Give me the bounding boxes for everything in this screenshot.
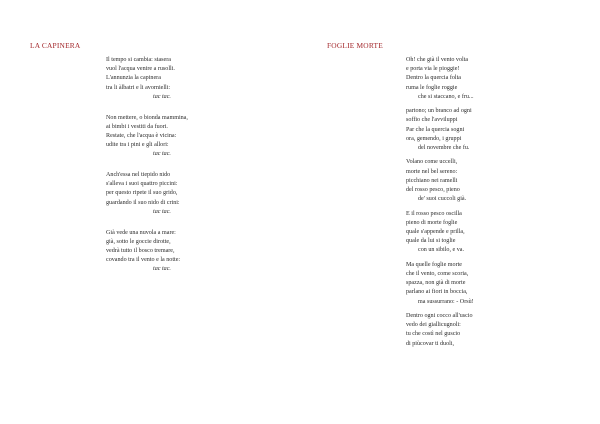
verse-line-indented: con un sibilo, e va. [418,247,465,254]
verse-line: soffio che l'avviluppi [406,117,458,124]
verse-line-indented: del novembre che fu. [418,145,470,152]
verse-line: guardando il suo nido di crini: [106,199,180,206]
right-page [300,0,600,424]
verse-line: Par che la quercia sogni [406,126,465,133]
verse-line: pieno di morte foglie [406,219,458,226]
verse-line-indented: de' suoi cuccoli già. [418,196,467,203]
verse-line: vedo dei giallicugnoli: [406,322,461,329]
verse-line: ai bimbi i vestiti da fuori. [106,123,168,130]
stanza [406,158,556,204]
verse-line: udite tra i pini e gli allori: [106,142,169,149]
stanza [406,312,556,349]
verse-line: Anch'essa nel tiepido nido [106,172,171,179]
poem-body [106,56,256,286]
verse-line: Il tempo si cambia: stasera [106,57,171,63]
verse-line: vedrà tutto il bosco tremare, [106,247,175,254]
verse-line: s'alleva i suoi quattro piccini: [106,181,178,188]
verse-line: morte nel bel sereno: [406,168,458,175]
verse-line: quale s'appende e prilla, [406,229,465,236]
verse-line-indented: che si staccano, e fru... [418,93,474,100]
poem-title: LA CAPINERA [30,41,81,50]
verse-line: Restate, che l'acqua è vicina: [106,132,177,139]
verse-line: Ma quelle foglie morte [406,261,463,268]
verse-line: spazza, non già di morte [406,280,466,287]
verse-line: Dentro ogni cocco all'uscio [406,313,473,320]
verse-line: vuol l'acqua venire a rusolli. [106,66,175,73]
verse-line: che il vento, come scoria, [406,271,469,278]
verse-line: di piùcovar ti duoli, [406,340,455,347]
verse-line: picchiano nei ramelli [406,177,458,184]
verse-line: Dentro la quercia folta [406,75,461,82]
verse-line: per questo ripete il suo grido, [106,190,178,197]
verse-line: già, sotto le goccie dirotte, [106,238,171,245]
verse-line-indented: ma sussurrano: - Orsù! [418,298,474,305]
verse-line: Non mettere, o bionda mammina, [106,114,188,121]
verse-line: Già vede una nuvola a mare: [106,229,176,236]
refrain-line: tac tac. [153,266,171,273]
stanza [106,56,256,102]
stanza [406,210,556,256]
verse-line: ruma le foglie roggie [406,84,458,91]
stanza [406,107,556,153]
refrain-line: tac tac. [153,151,171,158]
stanza [106,114,256,160]
verse-line: quale da lui si toglie [406,238,456,245]
verse-line: Volano come uccelli, [406,159,458,166]
verse-line: e porta via le pioggie! [406,66,460,73]
stanza [106,229,256,275]
verse-line: tu che costì nel guscio [406,331,461,338]
verse-line: del rosso pesco, pieno [406,187,460,194]
verse-line: L'annunzia la capinera [106,75,161,82]
stanza [106,171,256,217]
verse-line: Oh! che già il vento volta [406,57,469,63]
refrain-line: tac tac. [153,93,171,100]
stanza [406,261,556,307]
stanza [406,56,556,102]
verse-line: covando tra il vento e la notte: [106,257,181,264]
poem-body [406,56,556,354]
verse-line: tra li àlbatri e li avornielli: [106,84,171,91]
verse-line: parlano ai fiori in boccia, [406,289,468,296]
poem-title: FOGLIE MORTE [327,41,383,50]
verse-line: E il rosso pesco oscilla [406,210,462,217]
refrain-line: tac tac. [153,208,171,215]
verse-line: ora, gemendo, i gruppi [406,135,462,142]
verse-line: partono; un branco ad ogni [406,108,472,115]
